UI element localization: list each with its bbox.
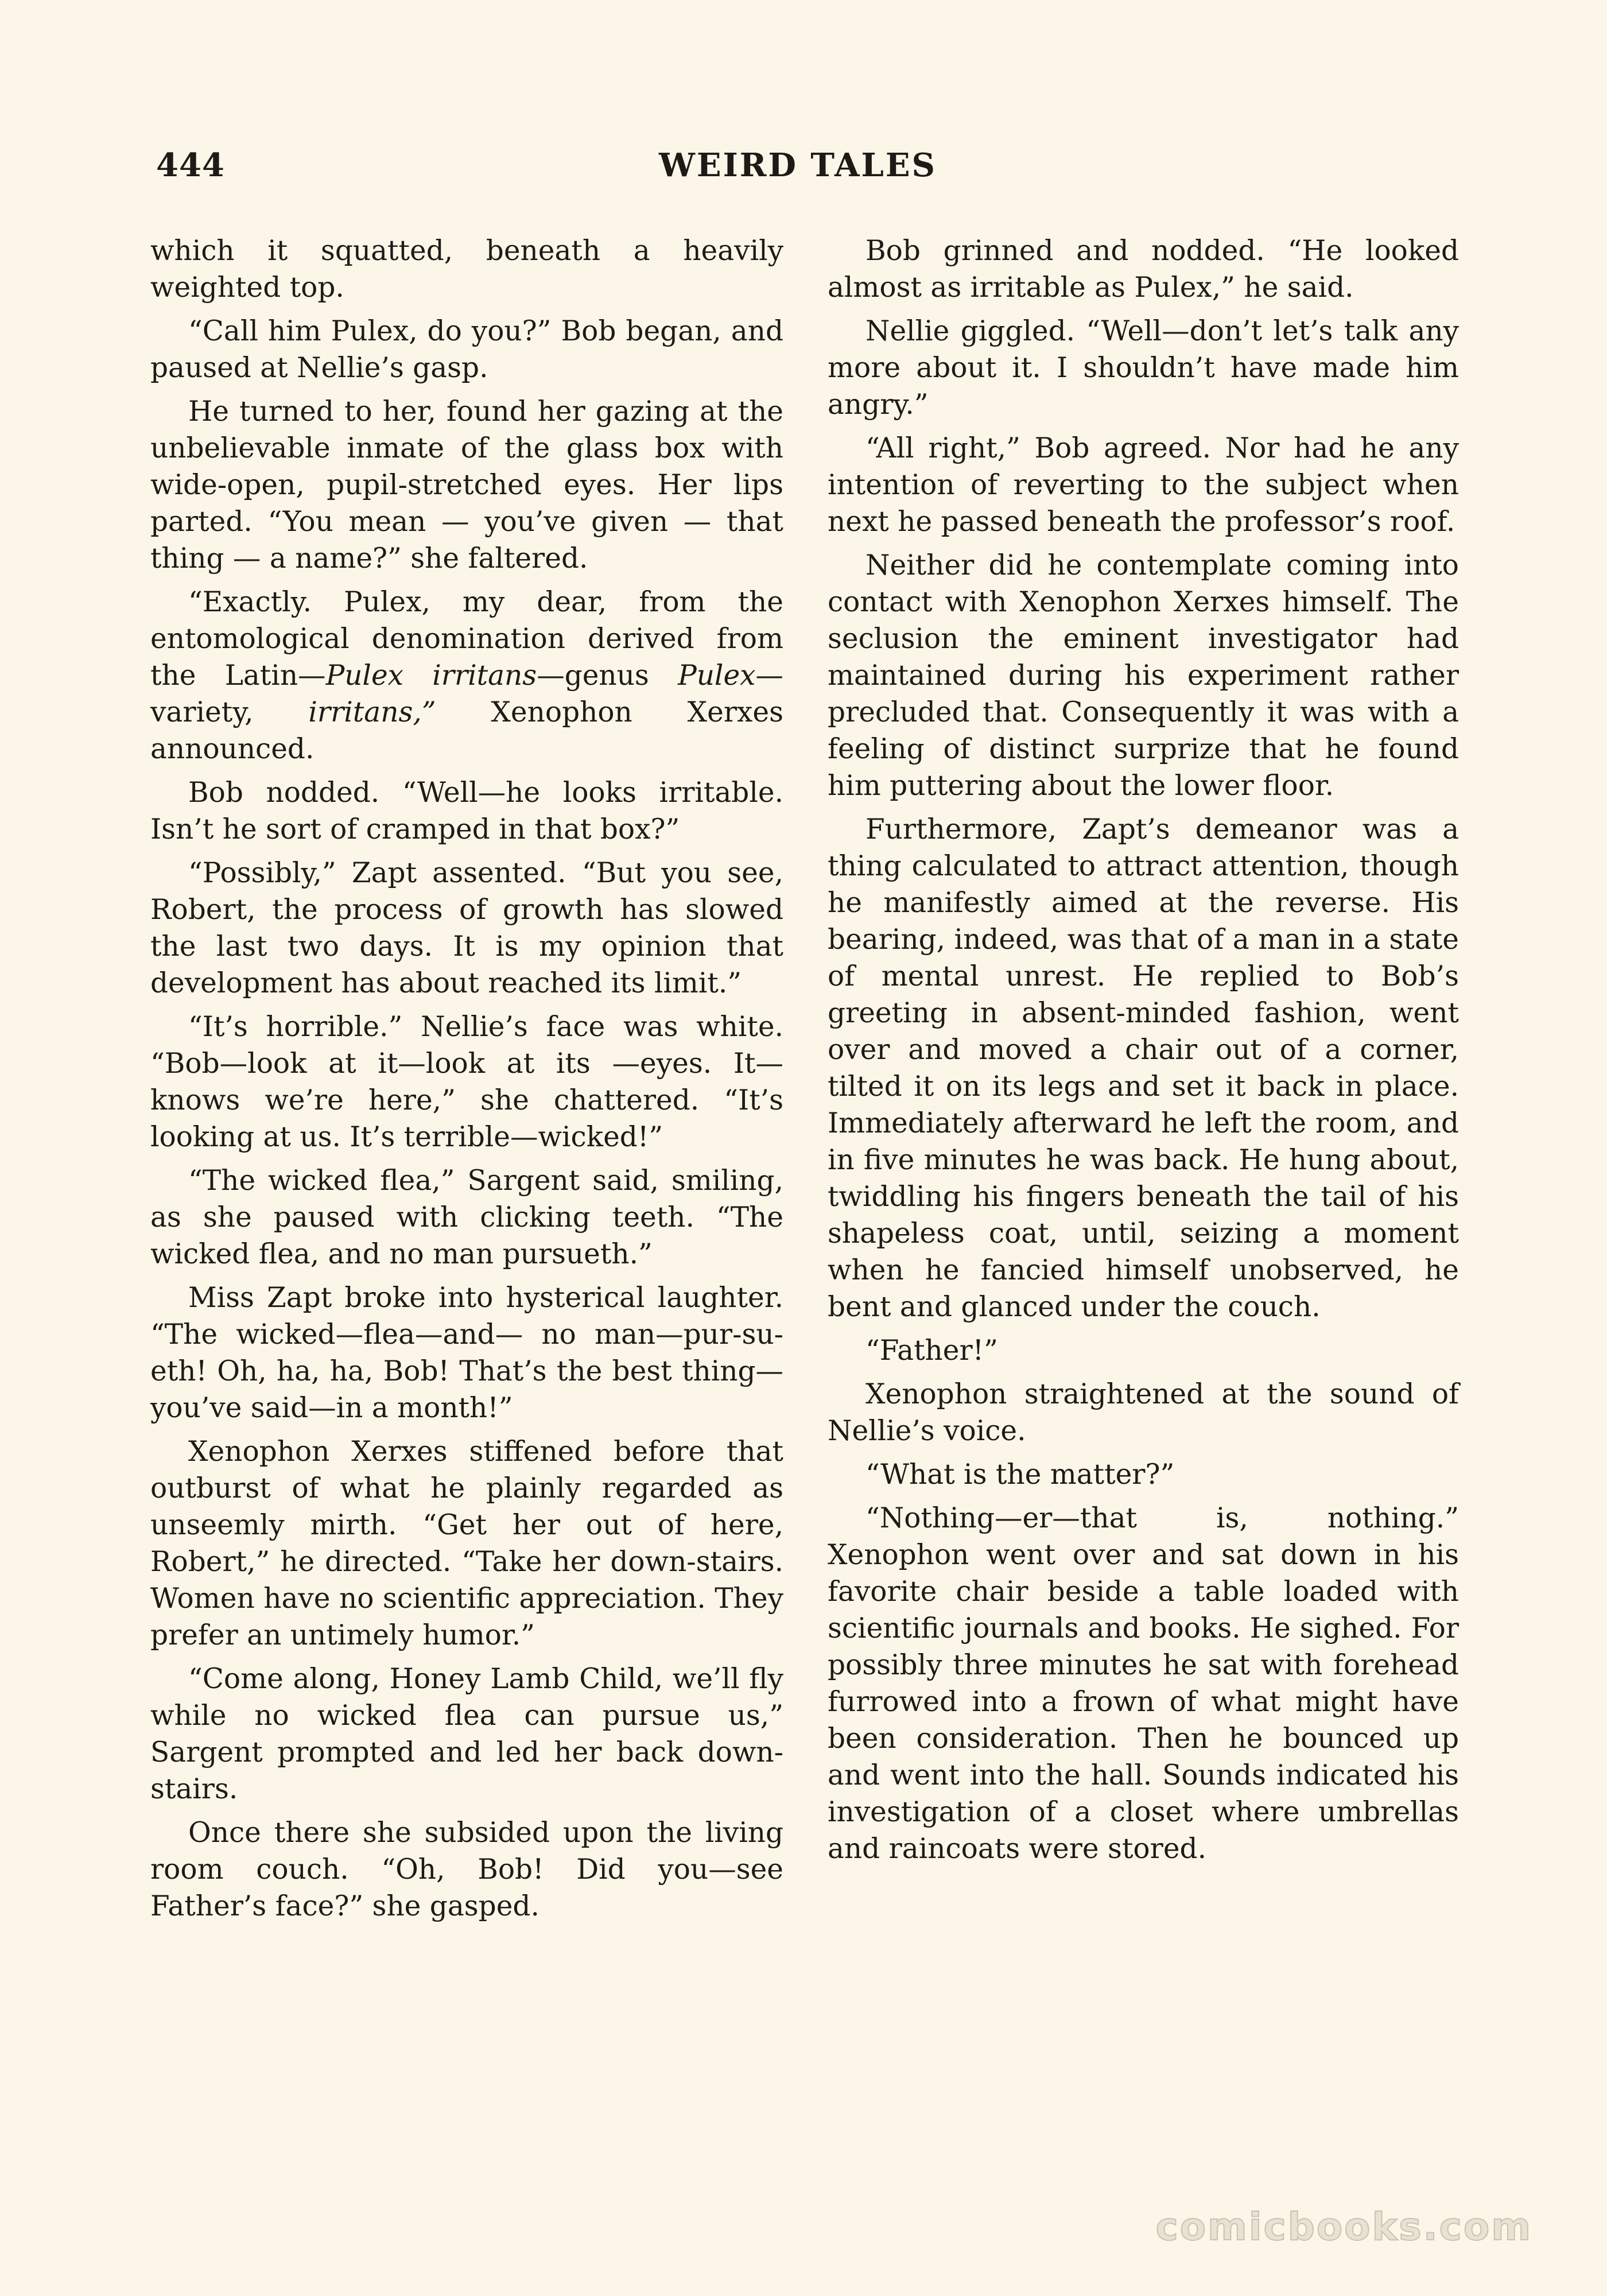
paragraph: “What is the matter?” <box>865 1459 1175 1491</box>
right-column <box>828 232 1459 1874</box>
genus-name: Pulex <box>678 660 756 692</box>
paragraph: Furthermore, Zapt’s demeanor was a thing calculated to attract attention, though he manifestly aimed at the reverse. His bearing, indeed, was that of a man in a state of mental unrest. He replied to Bob’s greeting in absent-minded fashion, went over and moved a chair out of a corner, tilted it on its legs and set it back in place. Immediately afterward he left the room, and in five minutes he was back. He hung about, twiddling his fingers beneath the tail of his shapeless coat, until, seizing a moment when he fancied himself unobserved, he bent and glanced under the couch. <box>828 813 1459 1323</box>
paragraph: “All right,” Bob agreed. Nor had he any intention of reverting to the subject when next he passed beneath the professor’s roof. <box>828 432 1459 538</box>
paragraph: Bob nodded. “Well—he looks irritable. Isn’t he sort of cramped in that box?” <box>150 777 783 846</box>
paragraph: Once there she subsided upon the living room couch. “Oh, Bob! Did you—see Father’s face?” she gasped. <box>150 1817 783 1922</box>
paragraph: Bob grinned and nodded. “He looked almost as irritable as Pulex,” he said. <box>828 235 1459 304</box>
paragraph-text: “Exactly. Pulex, my dear, from the entomological denomination derived from the Latin— <box>150 586 783 692</box>
paragraph: Xenophon straightened at the sound of Nellie’s voice. <box>828 1378 1459 1447</box>
paragraph: “It’s horrible.” Nellie’s face was white. “Bob—look at it—look at its —eyes. It—knows we’re here,” she chattered. “It’s looking at us. It’s terrible—wicked!” <box>150 1011 783 1153</box>
left-column <box>150 232 783 1932</box>
page-number: 444 <box>156 146 225 184</box>
paragraph: “The wicked flea,” Sargent said, smiling, as she paused with clicking teeth. “The wicked flea, and no man pursueth.” <box>150 1165 783 1270</box>
paragraph: Miss Zapt broke into hysterical laughter. “The wicked—flea—and— no man—pur-su-eth! Oh, ha, ha, Bob! That’s the best thing—you’ve said—in a month!” <box>150 1282 783 1424</box>
paragraph: Neither did he contemplate coming into contact with Xenophon Xerxes himself. The seclusion the eminent investigator had maintained during his experiment rather precluded that. Consequently it was with a feeling of distinct surprize that he found him puttering about the lower floor. <box>828 549 1459 802</box>
paragraph: “Come along, Honey Lamb Child, we’ll fly while no wicked flea can pursue us,” Sargent prompted and led her back down-stairs. <box>150 1663 783 1805</box>
variety-text: —variety, <box>150 660 783 728</box>
paragraph: which it squatted, beneath a heavily weighted top. <box>150 235 783 304</box>
announced-text: Xenophon Xerxes announced. <box>150 696 783 765</box>
paragraph: Nellie giggled. “Well—don’t let’s talk any more about it. I shouldn’t have made him angry.” <box>828 315 1459 421</box>
paragraph: “Possibly,” Zapt assented. “But you see, Robert, the process of growth has slowed the last two days. It is my opinion that development has about reached its limit.” <box>150 857 783 999</box>
paragraph: He turned to her, found her gazing at the unbelievable inmate of the glass box with wide-open, pupil-stretched eyes. Her lips parted. “You mean — you’ve given — that thing — a name?” she faltered. <box>150 395 783 575</box>
paragraph: Xenophon Xerxes stiffened before that outburst of what he plainly regarded as unseemly mirth. “Get her out of here, Robert,” he directed. “Take her down-stairs. Women have no scientific appreciation. They prefer an untimely humor.” <box>150 1436 783 1651</box>
latin-name: Pulex irritans <box>325 660 537 692</box>
variety-name: irritans,” <box>308 696 436 728</box>
watermark: comicbooks.com <box>1155 2205 1532 2249</box>
paragraph: “Nothing—er—that is, nothing.” Xenophon went over and sat down in his favorite chair beside a table loaded with scientific journals and books. He sighed. For possibly three minutes he sat with forehead furrowed into a frown of what might have been consideration. Then he bounced up and went into the hall. Sounds indicated his investigation of a closet where umbrellas and raincoats were stored. <box>828 1502 1459 1865</box>
running-head: WEIRD TALES <box>659 146 937 184</box>
page-header <box>156 146 1439 192</box>
paragraph: “Father!” <box>865 1335 998 1367</box>
genus-text: —genus <box>537 660 678 692</box>
paragraph-latin <box>150 584 783 767</box>
paragraph: “Call him Pulex, do you?” Bob began, and paused at Nellie’s gasp. <box>150 315 783 384</box>
